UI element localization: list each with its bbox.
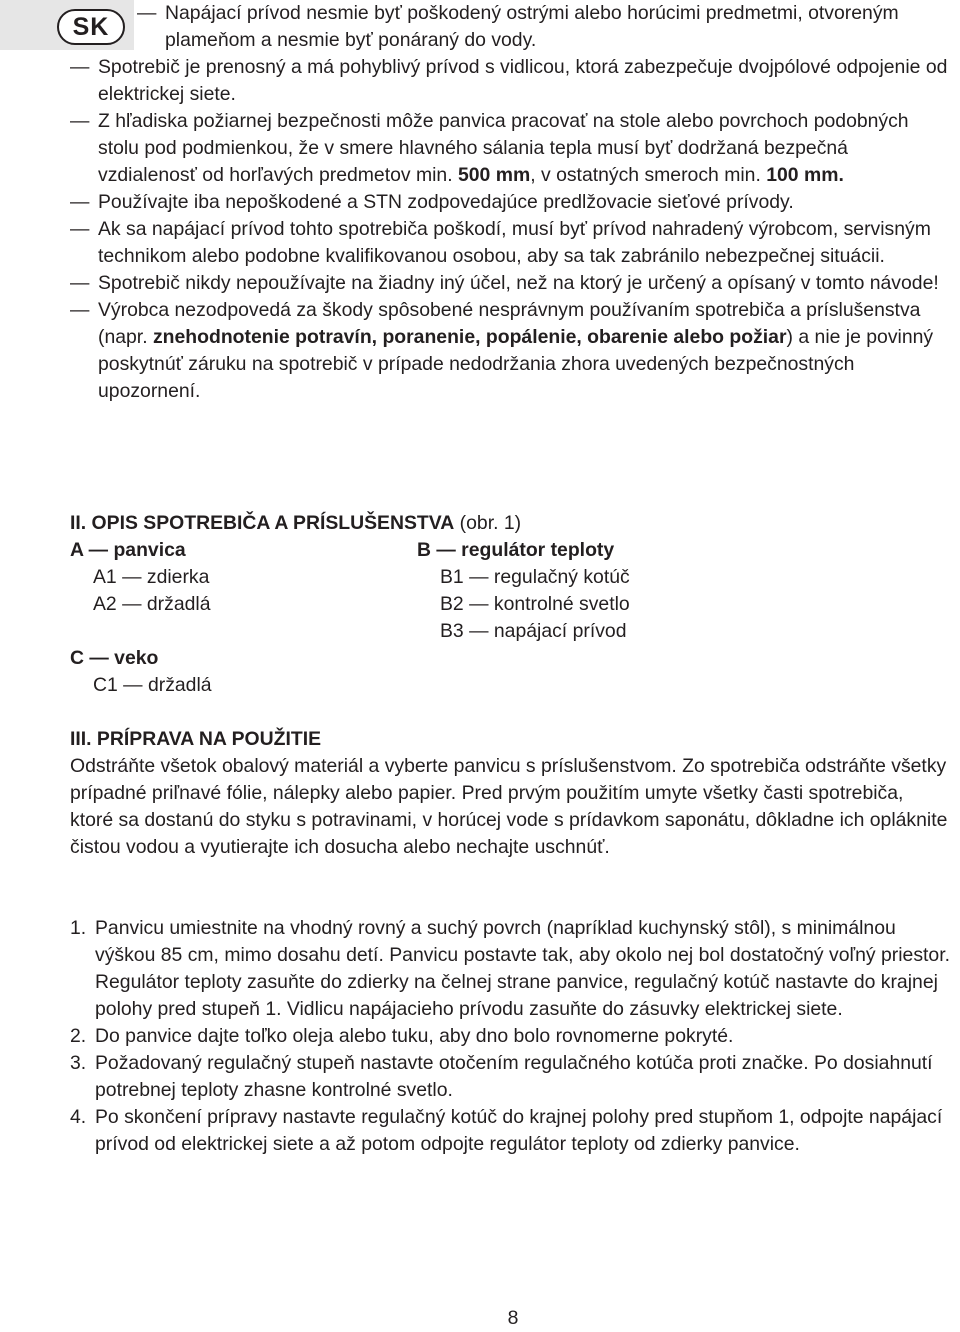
section-3-heading: III. PRÍPRAVA NA POUŽITIE [70, 728, 322, 750]
step-item: 3. Požadovaný regulačný stupeň nastavte otočením regulačného kotúča proti značke. Po dosiahnutí potrebnej teploty zhasne kontrolné svetlo. [70, 1052, 933, 1101]
safety-bullet: — Spotrebič je prenosný a má pohyblivý prívod s vidlicou, ktorá zabezpečuje dvojpólové odpojenie od elektrickej siete. [70, 54, 950, 108]
safety-bullet-list [70, 0, 950, 405]
steps-list [70, 915, 960, 1158]
safety-bullet: — Napájací prívod nesmie byť poškodený ostrými alebo horúcimi predmetmi, otvoreným plameňom a nesmie byť ponáraný do vody. [70, 0, 950, 54]
language-badge: SK [57, 9, 125, 45]
step-item: 1. Panvicu umiestnite na vhodný rovný a suchý povrch (napríklad kuchynský stôl), s minimálnou výškou 85 cm, mimo dosahu detí. Panvicu postavte tak, aby okolo nej bol dostatočný voľný priestor. Regulátor teploty zasuňte do zdierky na čelnej strane panvice, regulačný kotúč nastavte do krajnej polohy pred stupeň 1. Vidlicu napájacieho prívodu zasuňte do zásuvky elektrickej siete. [70, 917, 950, 1020]
parts-row: A — panvica B — regulátor teploty [70, 539, 615, 561]
safety-bullet: — Používajte iba nepoškodené a STN zodpovedajúce predlžovacie sieťové prívody. [70, 189, 950, 216]
safety-bullet: — Spotrebič nikdy nepoužívajte na žiadny iný účel, než na ktorý je určený a opísaný v tomto návode! [70, 270, 950, 297]
parts-row: A1 — zdierka B1 — regulačný kotúč [93, 566, 630, 588]
parts-row: C — veko [70, 647, 159, 669]
parts-row: A2 — držadlá B2 — kontrolné svetlo [93, 593, 630, 615]
safety-bullet: — Výrobca nezodpovedá za škody spôsobené nesprávnym používaním spotrebiča a príslušenstva (napr. znehodnotenie potravín, poranenie, popálenie, obarenie alebo požiar) a nie je povinný poskytnúť záruku na spotrebič v prípade nedodržania zhora uvedených bezpečnostných upozornení. [70, 297, 950, 405]
section-2-heading: II. OPIS SPOTREBIČA A PRÍSLUŠENSTVA (obr. 1) [70, 512, 522, 534]
safety-bullet: — Ak sa napájací prívod tohto spotrebiča poškodí, musí byť prívod nahradený výrobcom, servisným technikom alebo podobne kvalifikovanou osobou, aby sa tak zabránilo nebezpečnej situácii. [70, 216, 950, 270]
safety-bullet: — Z hľadiska požiarnej bezpečnosti môže panvica pracovať na stole alebo povrchoch podobných stolu pod podmienkou, že v smere hlavného sálania tepla musí byť dodržaná bezpečná vzdialenosť od horľavých predmetov min. 500 mm, v ostatných smeroch min. 100 mm. [70, 108, 950, 189]
step-item: 2. Do panvice dajte toľko oleja alebo tuku, aby dno bolo rovnomerne pokryté. [70, 1025, 734, 1047]
parts-row: B3 — napájací prívod [440, 620, 627, 642]
page-number: 8 [507, 1307, 519, 1329]
parts-row: C1 — držadlá [93, 674, 212, 696]
step-item: 4. Po skončení prípravy nastavte regulačný kotúč do krajnej polohy pred stupňom 1, odpojte napájací prívod od elektrickej siete a až potom odpojte regulátor teploty od zdierky panvice. [70, 1106, 943, 1155]
preparation-intro: Odstráňte všetok obalový materiál a vyberte panvicu s príslušenstvom. Zo spotrebiča odstráňte všetky prípadné priľnavé fólie, nálepky alebo papier. Pred prvým použitím umyte všetky časti spotrebiča, ktoré sa dostanú do styku s potravinami, v horúcej vode s prídavkom saponátu, dôkladne ich opláknite čistou vodou a vyutierajte ich dosucha alebo nechajte uschnúť. [70, 755, 948, 858]
parts-list [70, 537, 770, 699]
